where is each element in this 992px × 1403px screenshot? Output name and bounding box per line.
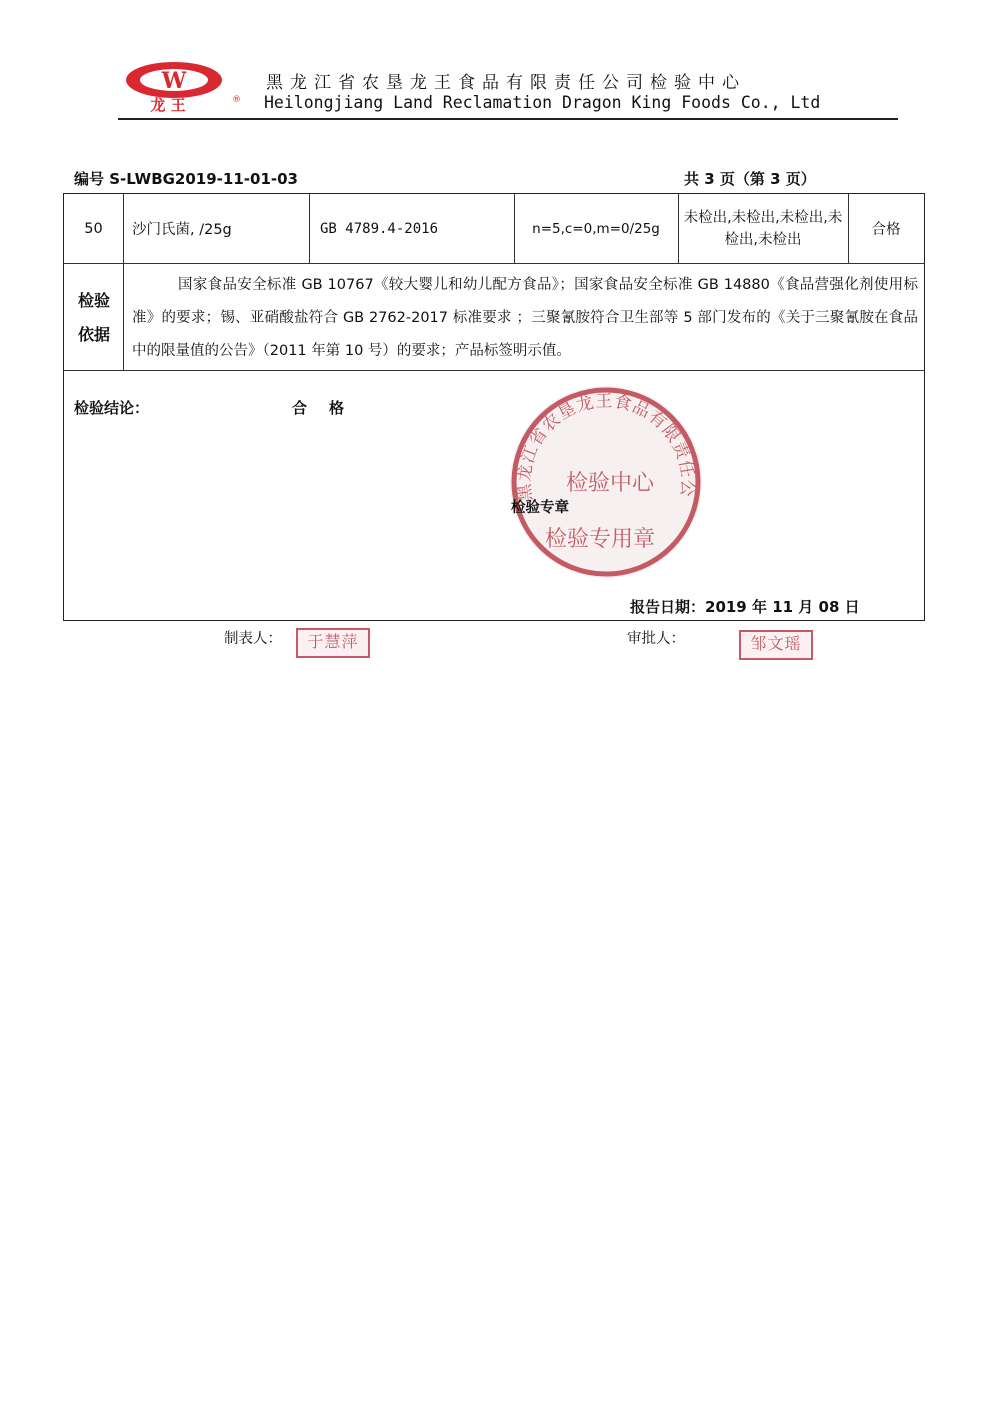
column-divider xyxy=(123,194,124,370)
approver-stamp: 邹文瑶 xyxy=(739,630,813,660)
basis-label-text: 检验依据 xyxy=(77,291,110,344)
table-cell-verdict: 合格 xyxy=(871,222,901,238)
approver-label: 审批人： xyxy=(627,631,685,647)
report-date: 报告日期：2019 年 11 月 08 日 xyxy=(630,598,860,616)
seal-ring-text: 黑龙江省农垦龙王食品有限责任公 xyxy=(514,391,698,502)
report-number: 编号 S-LWBG2019-11-01-03 xyxy=(74,170,298,188)
basis-label xyxy=(74,266,114,370)
report-table xyxy=(63,193,925,621)
conclusion-label: 检验结论： xyxy=(74,399,150,417)
preparer-stamp: 于慧萍 xyxy=(296,628,370,658)
company-name-en: Heilongjiang Land Reclamation Dragon King Foods Co., Ltd xyxy=(264,93,821,112)
header-divider xyxy=(118,118,898,120)
seal-overlay-text: 检验专章 xyxy=(511,500,569,516)
registered-mark: ® xyxy=(232,95,241,105)
inspection-seal xyxy=(500,382,712,582)
company-logo xyxy=(120,58,244,114)
row-divider xyxy=(64,263,924,264)
row-divider xyxy=(64,370,924,371)
column-divider xyxy=(678,194,679,263)
company-name-cn: 黑龙江省农垦龙王食品有限责任公司检验中心 xyxy=(266,73,746,93)
basis-text-cell xyxy=(132,266,918,370)
basis-text: 国家食品安全标准 GB 10767《较大婴儿和幼儿配方食品》；国家食品安全标准 GB 14880《食品营强化剂使用标准》的要求；锡、亚硝酸盐符合 GB 2762-2017 标准要求 ；三聚氰胺符合卫生部等 5 部门发布的《关于三聚氰胺在食品中的限量值的公告》（2011 年第 10 号）的要求；产品标签明示值。 xyxy=(132,276,918,359)
table-cell-result: 未检出,未检出,未检出,未检出,未检出 xyxy=(683,209,843,248)
table-cell-requirement: n=5,c=0,m=0/25g xyxy=(532,220,660,237)
svg-text:W: W xyxy=(161,68,187,94)
page-count: 共 3 页（第 3 页） xyxy=(684,170,816,188)
seal-line-2: 检验专用章 xyxy=(544,527,656,552)
logo-text: 龙 王 xyxy=(150,96,186,114)
seal-line-1: 检验中心 xyxy=(565,471,655,496)
table-cell-item: 沙门氏菌, /25g xyxy=(132,222,232,238)
table-cell-index: 50 xyxy=(84,220,103,237)
column-divider xyxy=(309,194,310,263)
table-cell-method: GB 4789.4-2016 xyxy=(320,220,439,237)
preparer-label: 制表人： xyxy=(224,631,282,647)
conclusion-value: 合格 xyxy=(292,399,367,417)
